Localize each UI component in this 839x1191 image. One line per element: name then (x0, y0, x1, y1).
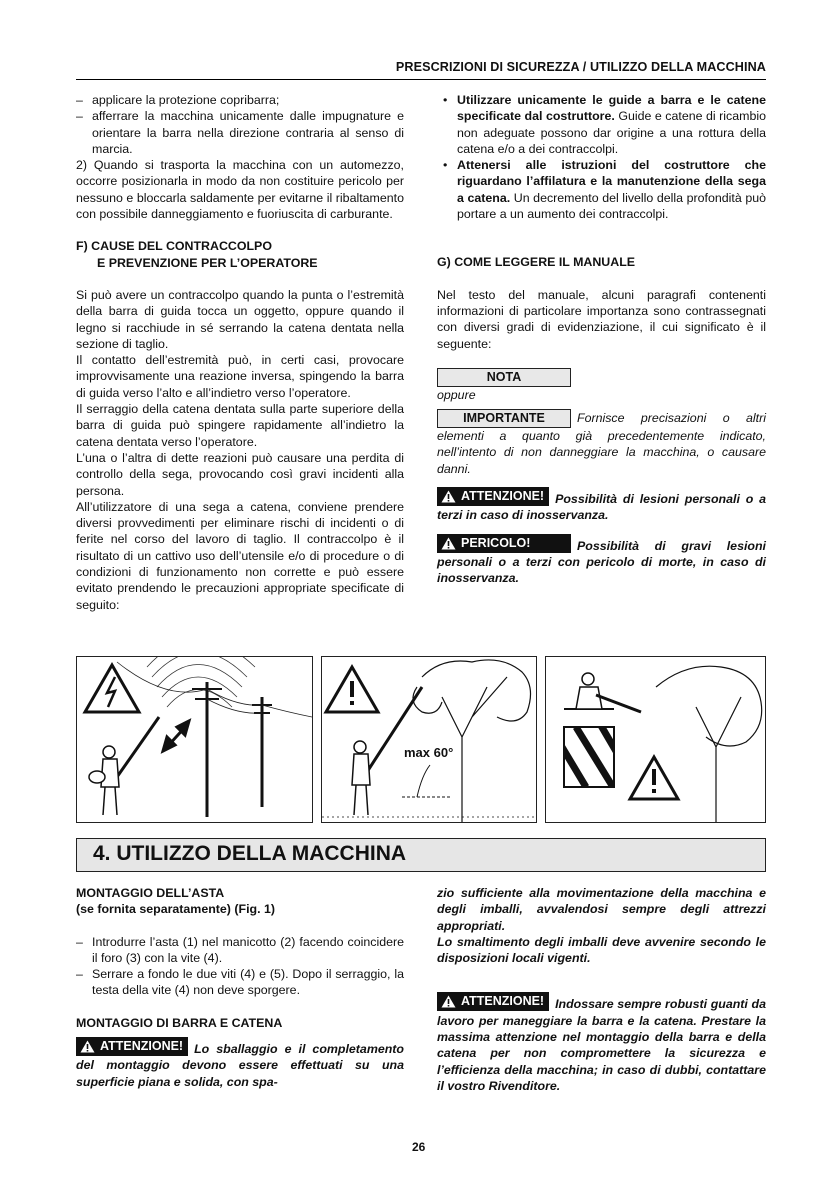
bullet-bold: Utilizzare unicamente le guide a barra e le catene specificate dal costruttore. (457, 93, 766, 124)
max-angle-label: max 60° (404, 745, 454, 760)
header-rule (76, 79, 766, 80)
pericolo-label-text: PERICOLO! (461, 535, 531, 550)
transport-list (76, 92, 404, 157)
bullet-text: Guide e catene di ricambio non adeguate possono dar origine a una rottura della catena e/o a dei contraccolpi. (457, 109, 766, 156)
running-header: PRESCRIZIONI DI SICUREZZA / UTILIZZO DELLA MACCHINA (395, 60, 766, 74)
right-column-bottom (437, 885, 766, 1094)
section-f-p2: Il contatto dell’estremità può, in certi casi, provocare improvvisamente una reazione inversa, spingendo la barra di guida verso l’alto e all’indietro verso l’operatore. (76, 353, 404, 400)
section-f-p3: Il serraggio della catena dentata sulla parte superiore della barra di guida può spingere rapidamente all’indietro la catena dentata verso l’operatore. (76, 402, 404, 449)
attenzione-block (437, 487, 766, 524)
attenzione-label-text: ATTENZIONE! (461, 994, 545, 1009)
bullet-text: Un decremento del livello della profondità può portare a un aumento dei contraccolpi. (457, 190, 766, 222)
nota-row (437, 368, 766, 387)
importante-block (437, 409, 766, 477)
section-f-heading-line2: E PREVENZIONE PER L’OPERATORE (97, 255, 318, 270)
pericolo-block (437, 534, 766, 587)
manufacturer-list (437, 92, 766, 222)
cutting-angle-illustration (322, 657, 536, 822)
attenzione-text: Possibilità di lesioni personali o a terzi in caso di inosservanza. (437, 492, 766, 523)
montaggio-asta-heading-line2: (se fornita separatamente) (Fig. 1) (76, 902, 275, 917)
oppure-text: oppure (437, 387, 476, 402)
smaltimento-text: Lo smaltimento degli imballi deve avvenire secondo le disposizioni locali vigenti. (437, 934, 766, 966)
left-column-bottom (76, 885, 404, 1090)
guanti-warning-block (437, 992, 766, 1094)
list-item: – Serrare a fondo le due viti (4) e (5). Dopo il serraggio, la testa della vite (4) non deve sporgere. (76, 966, 404, 999)
chapter-title: 4. UTILIZZO DELLA MACCHINA (93, 842, 407, 865)
transport-paragraph: 2) Quando si trasporta la macchina con un automezzo, occorre posizionarla in modo da non costituire pericolo per nessuno e bloccarla saldamente per evitarne il ribaltamento con possibile danneggiamento e fuoriuscita di carburante. (76, 158, 404, 222)
section-g-heading: G) COME LEGGERE IL MANUALE (437, 255, 636, 270)
list-item: – applicare la protezione copribarra; (76, 92, 404, 108)
section-g-p1: Nel testo del manuale, alcuni paragrafi contenenti informazioni di particolare importanza sono contrassegnati con diversi gradi di evidenziazione, il cui significato è il seguente: (437, 287, 766, 351)
list-item: – afferrare la macchina unicamente dalle impugnature e orientare la barra nella direzione contraria al senso di marcia. (76, 108, 404, 157)
figure-panel-angle (321, 656, 537, 823)
chapter-title-box (76, 838, 766, 872)
figure-panel-platform (545, 656, 766, 823)
attenzione-label (437, 487, 549, 506)
montaggio-asta-heading (76, 885, 404, 918)
attenzione-label (76, 1037, 188, 1056)
section-f-body (76, 287, 404, 613)
section-f-p5: All’utilizzatore di una sega a catena, conviene prendere diversi provvedimenti per eliminare rischi di incidenti o di ferite nel corso del lavoro di taglio. Il contraccolpo è il risultato di un cattivo uso dell’utensile e/o di procedure o di condizioni di funzionamento non corrette e può essere evitato prendendo le precauzioni appropriate specificate di seguito: (76, 499, 404, 612)
left-column-top (76, 92, 404, 613)
attenzione-label (437, 992, 549, 1011)
importante-label: IMPORTANTE (437, 409, 571, 428)
pericolo-text: Possibilità di gravi lesioni personali o a terzi con pericolo di morte, in caso di inosservanza. (437, 538, 766, 586)
list-item (437, 157, 766, 222)
section-f-heading-line1: F) CAUSE DEL CONTRACCOLPO (76, 239, 272, 254)
montaggio-barra-heading: MONTAGGIO DI BARRA E CATENA (76, 1015, 283, 1030)
warning-triangle-icon (80, 1040, 95, 1053)
montaggio-asta-heading-line1: MONTAGGIO DELL’ASTA (76, 886, 225, 900)
guanti-text: Indossare sempre robusti guanti da lavoro per maneggiare la barra e la catena. Prestare la massima attenzione nel montaggio della barra e della catena per non compromettere la sicurezza e l’efficienza della macchina; in caso di dubbi, contattare il vostro Rivenditore. (437, 997, 766, 1093)
figure-panel-electrical (76, 656, 313, 823)
warning-triangle-icon (441, 537, 456, 550)
warning-triangle-icon (441, 995, 456, 1008)
nota-label: NOTA (437, 368, 571, 387)
montaggio-warning-block (76, 1037, 404, 1090)
pericolo-label (437, 534, 571, 553)
right-column-top (437, 92, 766, 587)
montaggio-asta-list (76, 934, 404, 999)
section-f-p1: Si può avere un contraccolpo quando la punta o l’estremità della barra di guida tocca un oggetto, oppure quando il legno si racchiude in sé serrando la catena dentata nella sezione di taglio. (76, 287, 404, 351)
section-f-heading (76, 238, 404, 271)
list-item: – Introdurre l’asta (1) nel manicotto (2) facendo coincidere il foro (3) con la vite (4). (76, 934, 404, 967)
section-f-p4: L’una o l’altra di dette reazioni può causare una perdita di controllo della sega, provocando così gravi incidenti alla persona. (76, 450, 404, 498)
attenzione-label-text: ATTENZIONE! (461, 489, 545, 504)
attenzione-label-text: ATTENZIONE! (100, 1039, 184, 1054)
aerial-platform-illustration (546, 657, 765, 822)
montaggio-warning-text: Lo sballaggio e il completamento del montaggio devono essere effettuati su una superficie piana e solida, con spa- (76, 1042, 404, 1089)
page-number: 26 (412, 1140, 426, 1154)
montaggio-warning-continued: zio sufficiente alla movimentazione della macchina e degli imballi, avvalendosi sempre degli attrezzi appropriati. (437, 886, 766, 933)
warning-triangle-icon (441, 490, 456, 503)
importante-text: Fornisce precisazioni o altri elementi a quanto già precedentemente indicato, nell’intento di non danneggiare la macchina, o causare danni. (437, 411, 766, 476)
list-item (437, 92, 766, 157)
electrical-hazard-illustration (77, 657, 312, 822)
bullet-bold: Attenersi alle istruzioni del costruttore che riguardano l’affilatura e la manutenzione della sega a catena. (457, 158, 766, 205)
